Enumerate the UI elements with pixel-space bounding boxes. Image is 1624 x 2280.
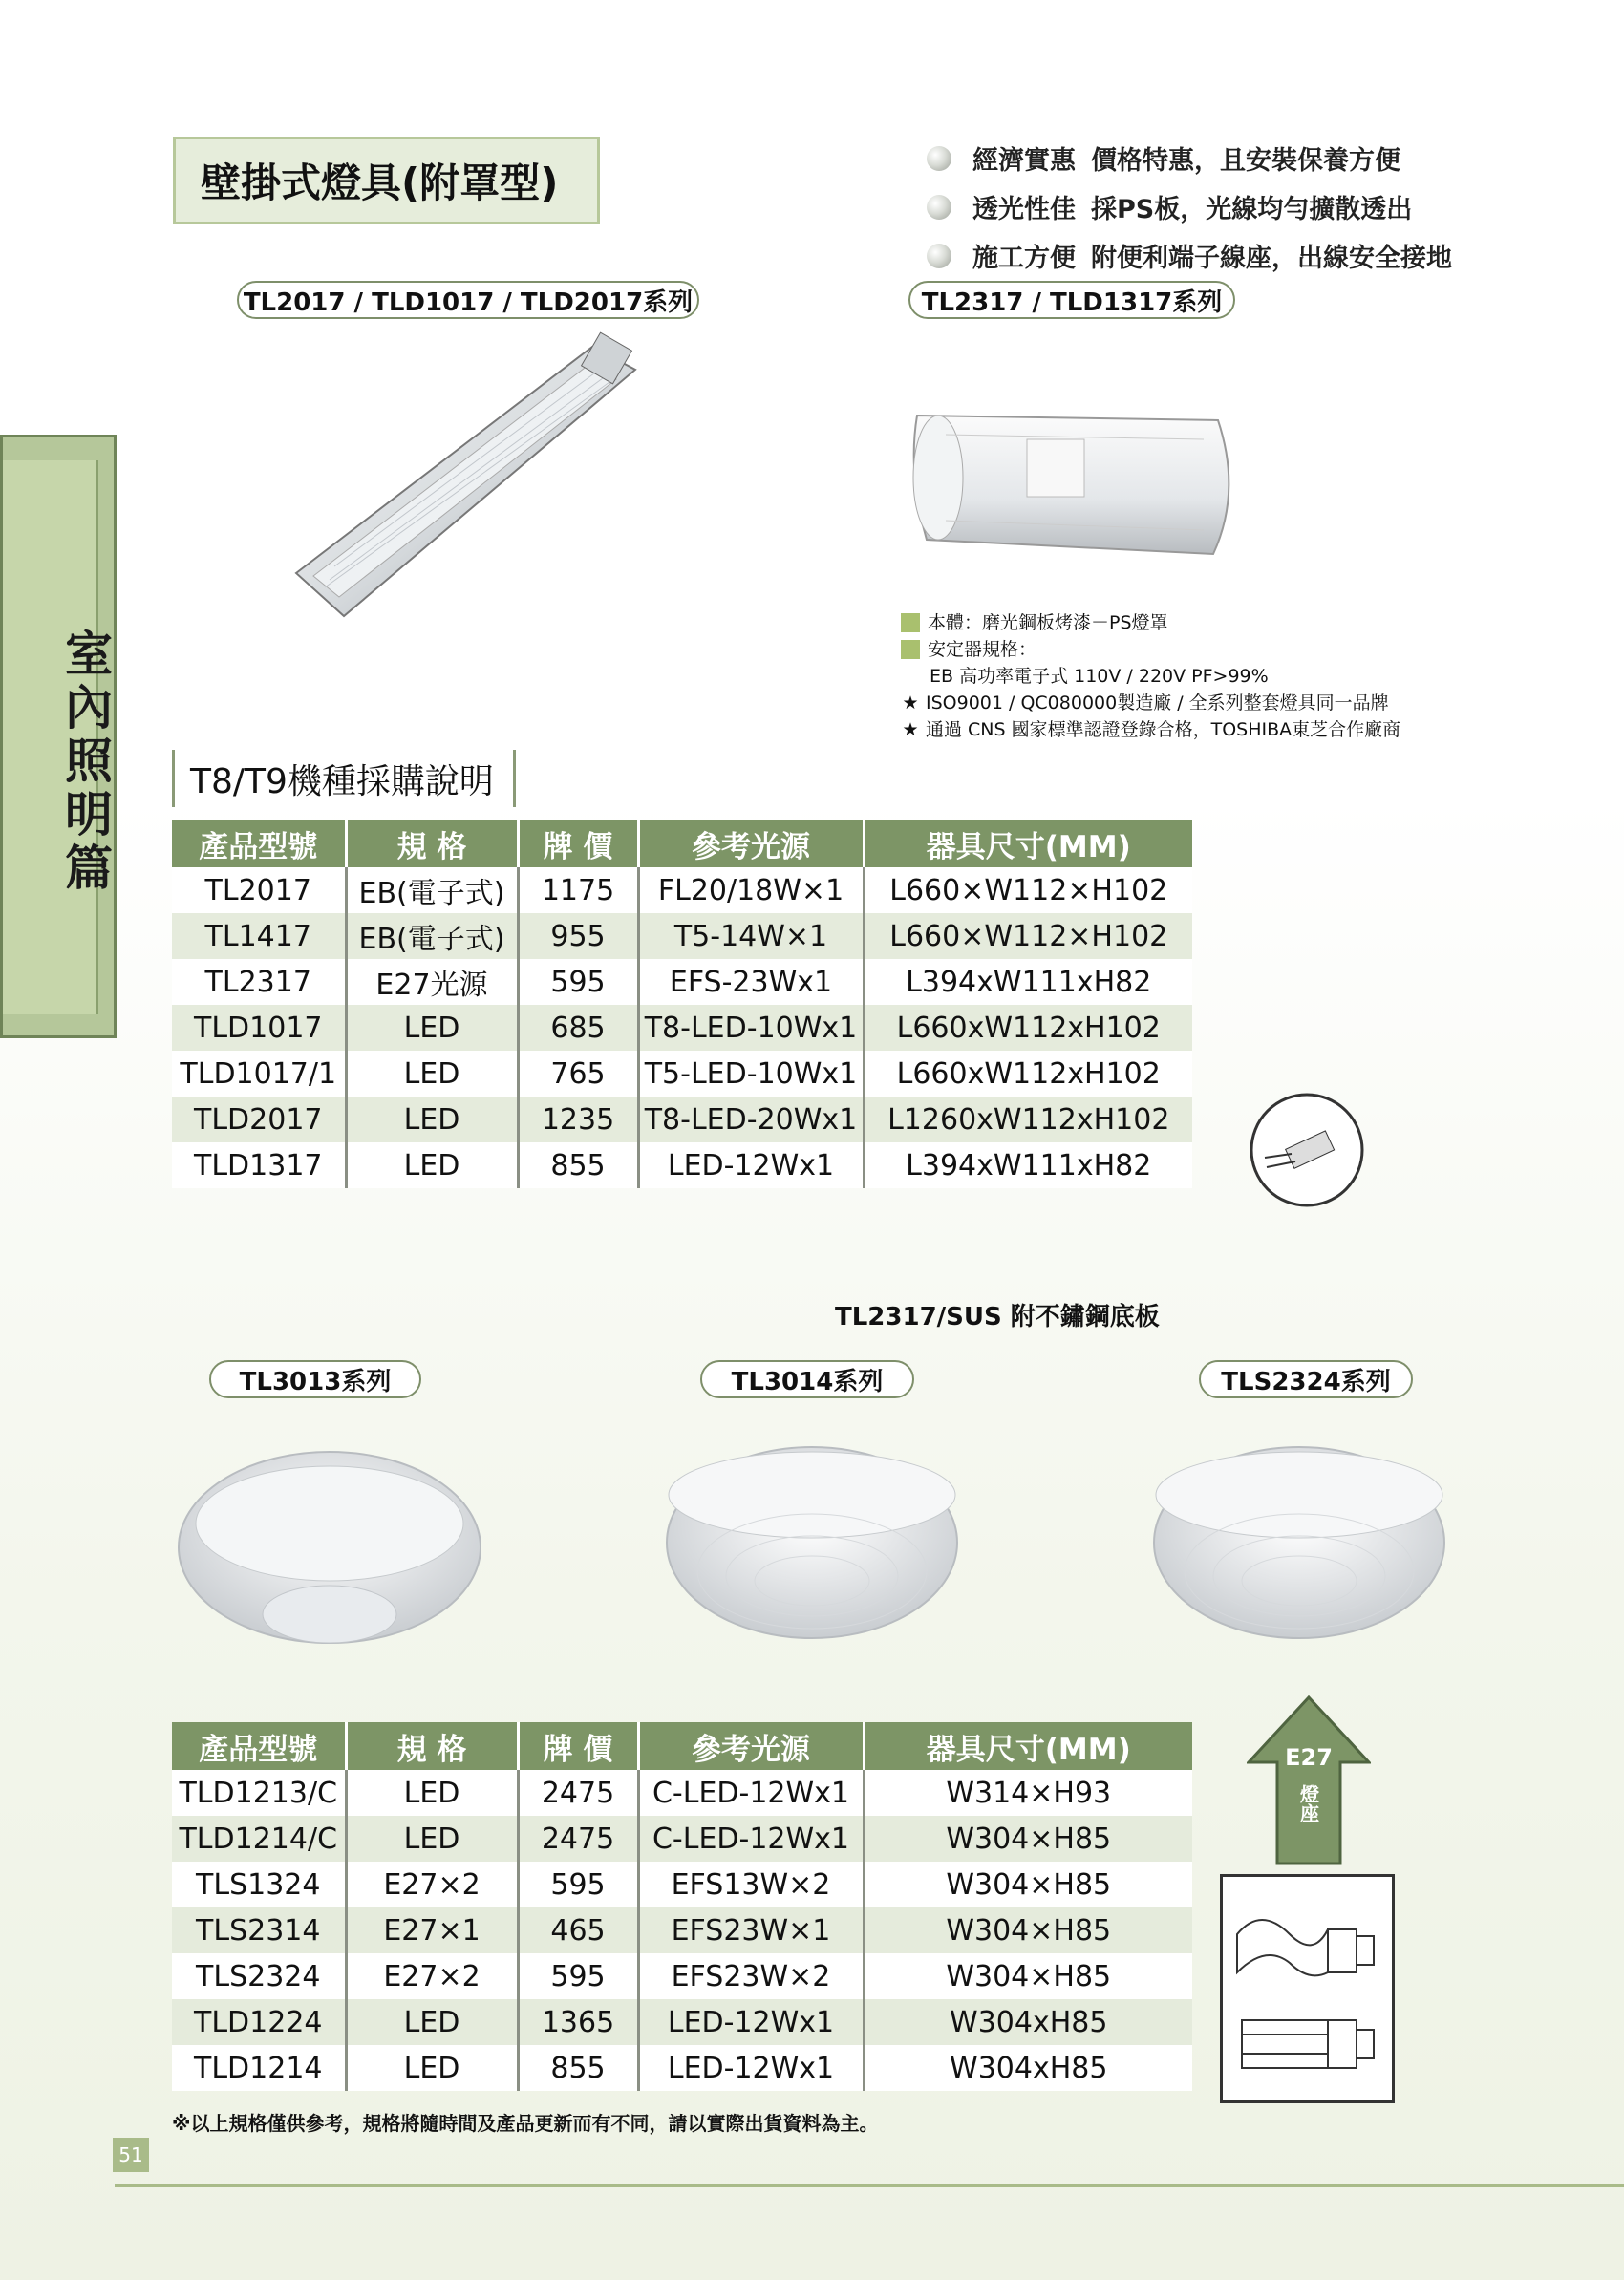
table-cell: EFS23W×1: [638, 1907, 864, 1953]
col-header: 規 格: [346, 820, 518, 867]
table-cell: 955: [518, 913, 638, 959]
col-header: 參考光源: [638, 820, 864, 867]
table-cell: LED: [346, 1770, 518, 1816]
note-iso: ISO9001 / QC080000製造廠 / 全系列整套燈具同一品牌: [926, 693, 1389, 714]
table-row: [172, 867, 1192, 913]
table-row: [172, 1862, 1192, 1907]
series-label-tl3013: TL3013系列: [209, 1360, 421, 1398]
side-tab-label: 室內照明篇: [57, 629, 113, 896]
table-cell: LED-12Wx1: [638, 1999, 864, 2045]
table-cell: L394xW111xH82: [864, 1142, 1192, 1188]
arrow-label-top: E27: [1285, 1744, 1333, 1771]
table-cell: LED: [346, 1051, 518, 1097]
feature-key: 經濟實惠: [972, 146, 1076, 176]
table-cell: EB(電子式): [346, 867, 518, 913]
feature-text: 價格特惠，且安裝保養方便: [1091, 146, 1400, 176]
table-row: [172, 1907, 1192, 1953]
table-cell: 2475: [518, 1770, 638, 1816]
feature-list: [927, 134, 1538, 280]
table-header-row: [172, 1722, 1192, 1770]
table-cell: FL20/18W×1: [638, 867, 864, 913]
table-cell: LED: [346, 1816, 518, 1862]
table-cell: L660xW112xH102: [864, 1051, 1192, 1097]
table-cell: 1175: [518, 867, 638, 913]
series-label-tls2324: TLS2324系列: [1199, 1360, 1413, 1398]
table-cell: 595: [518, 959, 638, 1005]
round-fixture-tl3014-image: [659, 1438, 965, 1648]
feature-key: 施工方便: [972, 244, 1076, 273]
table-cell: L660xW112xH102: [864, 1005, 1192, 1051]
table-cell: L660×W112×H102: [864, 913, 1192, 959]
feature-text: 附便利端子線座，出線安全接地: [1091, 244, 1452, 273]
spec-notes: [901, 609, 1512, 743]
table-cell: TLD1317: [172, 1142, 346, 1188]
section-header: T8/T9機種採購說明: [172, 750, 516, 807]
col-header: 牌 價: [518, 820, 638, 867]
table-cell: TLD1017/1: [172, 1051, 346, 1097]
table-cell: L394xW111xH82: [864, 959, 1192, 1005]
footer-divider: [115, 2184, 1624, 2187]
table-header-row: [172, 820, 1192, 867]
table-row: [172, 913, 1192, 959]
col-header: 規 格: [346, 1722, 518, 1770]
side-tab: [0, 435, 117, 1038]
table-cell: 855: [518, 2045, 638, 2091]
round-fixture-tl3013-image: [172, 1433, 487, 1652]
table-row: [172, 1999, 1192, 2045]
bullet-icon: [927, 195, 951, 220]
series-label-tl3014: TL3014系列: [700, 1360, 914, 1398]
wall-fixture-image: [277, 330, 659, 635]
col-header: 參考光源: [638, 1722, 864, 1770]
short-fixture-image: [898, 377, 1251, 568]
square-bullet-icon: [901, 613, 920, 632]
table-cell: T8-LED-10Wx1: [638, 1005, 864, 1051]
table-cell: LED-12Wx1: [638, 2045, 864, 2091]
table-cell: 765: [518, 1051, 638, 1097]
table-cell: T5-14W×1: [638, 913, 864, 959]
table-cell: TLD1213/C: [172, 1770, 346, 1816]
series-label-tl2317: TL2317 / TLD1317系列: [908, 281, 1235, 319]
bullet-icon: [927, 146, 951, 171]
col-header: 牌 價: [518, 1722, 638, 1770]
caption-sus: TL2317/SUS 附不鏽鋼底板: [835, 1303, 1160, 1332]
cfl-bulb-icon: [1223, 1877, 1392, 2100]
table-cell: TL2017: [172, 867, 346, 913]
table-cell: 595: [518, 1953, 638, 1999]
table-cell: W304×H85: [864, 1953, 1192, 1999]
table-cell: T5-LED-10Wx1: [638, 1051, 864, 1097]
col-header: 產品型號: [172, 1722, 346, 1770]
table-cell: L1260xW112xH102: [864, 1097, 1192, 1142]
table-cell: 1235: [518, 1097, 638, 1142]
note-ballast-spec: EB 高功率電子式 110V / 220V PF>99%: [930, 666, 1269, 687]
table-cell: C-LED-12Wx1: [638, 1816, 864, 1862]
table-cell: 465: [518, 1907, 638, 1953]
star-icon: ★: [902, 719, 919, 740]
table-cell: E27×2: [346, 1862, 518, 1907]
table-cell: TLD1017: [172, 1005, 346, 1051]
table-cell: T8-LED-20Wx1: [638, 1097, 864, 1142]
table-cell: TLD2017: [172, 1097, 346, 1142]
table-cell: E27×1: [346, 1907, 518, 1953]
table-cell: W304×H85: [864, 1907, 1192, 1953]
col-header: 產品型號: [172, 820, 346, 867]
table-cell: LED: [346, 1005, 518, 1051]
feature-item: [927, 182, 1538, 231]
table-cell: TLD1214/C: [172, 1816, 346, 1862]
series-label-tl2017: TL2017 / TLD1017 / TLD2017系列: [237, 281, 699, 319]
feature-key: 透光性佳: [972, 195, 1076, 224]
note-cns: 通過 CNS 國家標準認證登錄合格，TOSHIBA東芝合作廠商: [926, 719, 1401, 740]
note-body: 本體：磨光鋼板烤漆＋PS燈罩: [928, 612, 1168, 633]
table-cell: E27光源: [346, 959, 518, 1005]
table-row: [172, 1097, 1192, 1142]
table-cell: W304xH85: [864, 2045, 1192, 2091]
table-cell: 685: [518, 1005, 638, 1051]
terminal-block-badge: [1248, 1091, 1366, 1209]
table-cell: W314×H93: [864, 1770, 1192, 1816]
table-cell: E27×2: [346, 1953, 518, 1999]
square-bullet-icon: [901, 640, 920, 659]
spec-table-1: [172, 820, 1192, 1188]
round-fixture-tls2324-image: [1146, 1438, 1452, 1648]
table-row: [172, 2045, 1192, 2091]
table-cell: W304×H85: [864, 1816, 1192, 1862]
table-cell: TLS2324: [172, 1953, 346, 1999]
table-cell: EB(電子式): [346, 913, 518, 959]
col-header: 器具尺寸(MM): [864, 820, 1192, 867]
page-number: 51: [113, 2138, 149, 2172]
table-cell: W304×H85: [864, 1862, 1192, 1907]
table-cell: L660×W112×H102: [864, 867, 1192, 913]
footnote: ※以上規格僅供參考，規格將隨時間及產品更新而有不同，請以實際出貨資料為主。: [172, 2112, 879, 2135]
bullet-icon: [927, 244, 951, 268]
table-cell: LED: [346, 2045, 518, 2091]
table-row: [172, 1816, 1192, 1862]
table-cell: LED: [346, 1142, 518, 1188]
spec-table-2: [172, 1722, 1192, 2091]
star-icon: ★: [902, 693, 919, 714]
table-cell: 855: [518, 1142, 638, 1188]
table-row: [172, 1142, 1192, 1188]
table-cell: TLS2314: [172, 1907, 346, 1953]
feature-item: [927, 134, 1538, 182]
table-cell: TLD1224: [172, 1999, 346, 2045]
bulb-illustration-box: [1220, 1874, 1395, 2103]
table-cell: EFS13W×2: [638, 1862, 864, 1907]
table-row: [172, 1005, 1192, 1051]
page-title: 壁掛式燈具(附罩型): [173, 137, 600, 224]
table-cell: TLS1324: [172, 1862, 346, 1907]
table-cell: TLD1214: [172, 2045, 346, 2091]
table-cell: 595: [518, 1862, 638, 1907]
table-cell: EFS-23Wx1: [638, 959, 864, 1005]
table-cell: W304xH85: [864, 1999, 1192, 2045]
table-row: [172, 1953, 1192, 1999]
table-cell: C-LED-12Wx1: [638, 1770, 864, 1816]
table-cell: TL2317: [172, 959, 346, 1005]
feature-text: 採PS板，光線均勻擴散透出: [1091, 195, 1413, 224]
table-row: [172, 1770, 1192, 1816]
table-cell: 1365: [518, 1999, 638, 2045]
feature-item: [927, 231, 1538, 280]
table-row: [172, 1051, 1192, 1097]
table-cell: EFS23W×2: [638, 1953, 864, 1999]
table-cell: TL1417: [172, 913, 346, 959]
arrow-label-bottom: 燈座: [1296, 1784, 1320, 1822]
table-cell: LED-12Wx1: [638, 1142, 864, 1188]
table-row: [172, 959, 1192, 1005]
table-cell: LED: [346, 1097, 518, 1142]
note-ballast-label: 安定器規格：: [928, 639, 1037, 660]
table-cell: 2475: [518, 1816, 638, 1862]
table-cell: LED: [346, 1999, 518, 2045]
col-header: 器具尺寸(MM): [864, 1722, 1192, 1770]
